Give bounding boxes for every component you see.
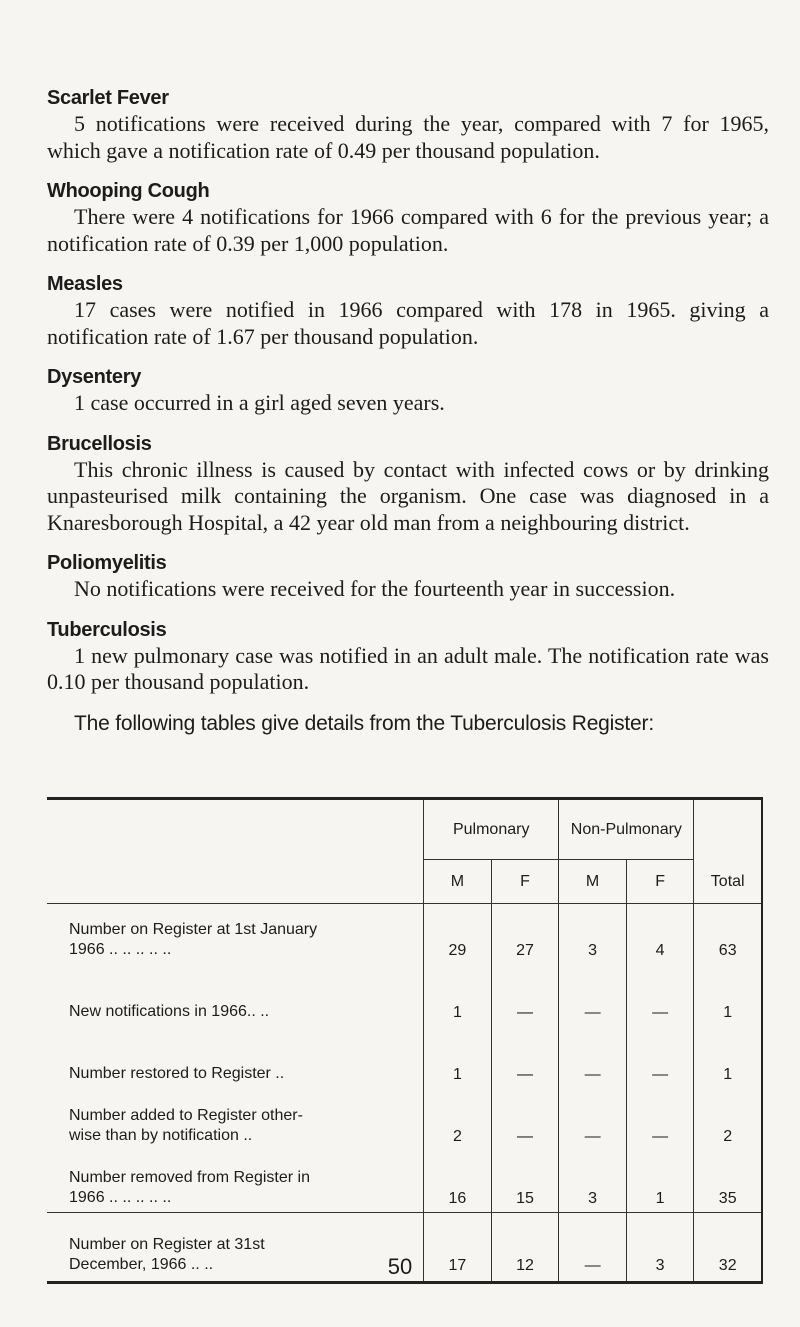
row-label-line2: Number restored to Register .. — [69, 1065, 285, 1082]
cell-pulmonary-f: — — [491, 1026, 559, 1088]
section-heading: Scarlet Fever — [47, 87, 169, 109]
cell-total: 63 — [718, 942, 737, 959]
cell-pulmonary-m: 1 — [424, 964, 492, 1026]
section-scarlet-fever — [47, 85, 769, 164]
cell-pulmonary-m: 29 — [424, 904, 492, 965]
section-heading: Dysentery — [47, 366, 142, 388]
section-text: This chronic illness is caused by contact with infected cows or by drinking unpasteurised milk containing the organism. One case was diagnosed in a Knaresborough Hospital, a 42 year old man from a neighbouring district. — [47, 456, 769, 535]
cell-non-pulmonary-f: 1 — [626, 1150, 694, 1213]
table-row — [47, 1150, 762, 1213]
cell-non-pulmonary-f: 4 — [626, 904, 694, 965]
cell-non-pulmonary-m: 3 — [559, 904, 627, 965]
cell-pulmonary-m: 16 — [424, 1150, 492, 1213]
header-pulmonary: Pulmonary — [424, 799, 559, 860]
row-label-line2: 1966 .. .. .. .. .. — [69, 1189, 172, 1206]
cell-total: 2 — [723, 1128, 733, 1145]
cell-pulmonary-f: — — [491, 1088, 559, 1150]
header-blank-cell — [47, 799, 424, 904]
cell-non-pulmonary-f: — — [626, 1026, 694, 1088]
section-measles — [47, 271, 769, 350]
section-text: 1 new pulmonary case was notified in an adult male. The notification rate was 0.10 per thousand population. — [47, 642, 769, 694]
table-row — [47, 1088, 762, 1150]
header-non-pulmonary-f: F — [626, 860, 694, 904]
section-text: 1 case occurred in a girl aged seven years. — [74, 390, 445, 415]
section-tuberculosis — [47, 617, 769, 696]
cell-total: 32 — [694, 1213, 762, 1283]
cell-pulmonary-f: — — [491, 964, 559, 1026]
section-text: 5 notifications were received during the year, compared with 7 for 1965, which gave a notification rate of 0.49 per thousand population. — [47, 111, 769, 163]
table-header-row — [47, 799, 762, 860]
cell-total: 1 — [723, 1004, 733, 1021]
row-label-line1: Number removed from Register in — [69, 1169, 310, 1186]
row-label — [47, 1026, 424, 1088]
row-label-line1: Number on Register at 31st — [69, 1236, 265, 1253]
row-label — [47, 1150, 424, 1213]
section-poliomyelitis — [47, 550, 769, 603]
header-non-pulmonary: Non-Pulmonary — [559, 799, 694, 860]
table-row — [47, 964, 762, 1026]
cell-pulmonary-f: 12 — [491, 1213, 559, 1283]
section-brucellosis — [47, 431, 769, 537]
page-number: 50 — [387, 1254, 413, 1279]
header-pulmonary-m: M — [424, 860, 492, 904]
section-text: There were 4 notifications for 1966 compared with 6 for the previous year; a notification rate of 0.39 per 1,000 population. — [47, 204, 769, 256]
cell-pulmonary-m: 1 — [424, 1026, 492, 1088]
section-heading: Whooping Cough — [47, 180, 210, 202]
cell-pulmonary-f: 27 — [491, 904, 559, 965]
section-dysentery — [47, 364, 769, 417]
row-label-line1: Number on Register at 1st January — [69, 921, 318, 938]
row-label — [47, 904, 424, 965]
cell-non-pulmonary-m: — — [559, 1088, 627, 1150]
section-text: No notifications were received for the fourteenth year in succession. — [74, 576, 676, 601]
cell-non-pulmonary-m: 3 — [559, 1150, 627, 1213]
table-row — [47, 904, 762, 965]
row-label — [47, 964, 424, 1026]
section-heading: Brucellosis — [47, 432, 152, 455]
row-label-line2: New notifications in 1966.. .. — [69, 1003, 270, 1020]
table-row — [47, 1026, 762, 1088]
row-label-line2: wise than by notification .. — [69, 1127, 253, 1144]
cell-total: 35 — [718, 1190, 737, 1207]
row-label-line1: Number added to Register other- — [69, 1107, 303, 1124]
cell-non-pulmonary-m: — — [559, 1026, 627, 1088]
cell-pulmonary-m: 17 — [424, 1213, 492, 1283]
row-label — [47, 1088, 424, 1150]
section-whooping-cough — [47, 178, 769, 257]
cell-pulmonary-m: 2 — [424, 1088, 492, 1150]
header-non-pulmonary-m: M — [559, 860, 627, 904]
row-label-line2: December, 1966 .. .. — [69, 1256, 214, 1273]
cell-non-pulmonary-f: — — [626, 1088, 694, 1150]
section-heading: Poliomyelitis — [47, 552, 167, 574]
cell-non-pulmonary-m: — — [559, 964, 627, 1026]
header-total: Total — [694, 799, 762, 904]
cell-non-pulmonary-m: — — [559, 1213, 627, 1283]
document-body — [47, 85, 769, 738]
header-pulmonary-f: F — [491, 860, 559, 904]
row-label-line2: 1966 .. .. .. .. .. — [69, 941, 172, 958]
section-heading: Measles — [47, 273, 123, 295]
section-text: 17 cases were notified in 1966 compared with 178 in 1965. giving a notification rate of 1.67 per thousand population. — [47, 297, 769, 349]
cell-non-pulmonary-f: 3 — [626, 1213, 694, 1283]
table-intro: The following tables give details from the Tuberculosis Register: — [74, 711, 654, 735]
tuberculosis-register-table — [47, 797, 763, 1284]
cell-pulmonary-f: 15 — [491, 1150, 559, 1213]
cell-non-pulmonary-f: — — [626, 964, 694, 1026]
section-heading: Tuberculosis — [47, 618, 167, 641]
cell-total: 1 — [723, 1066, 733, 1083]
